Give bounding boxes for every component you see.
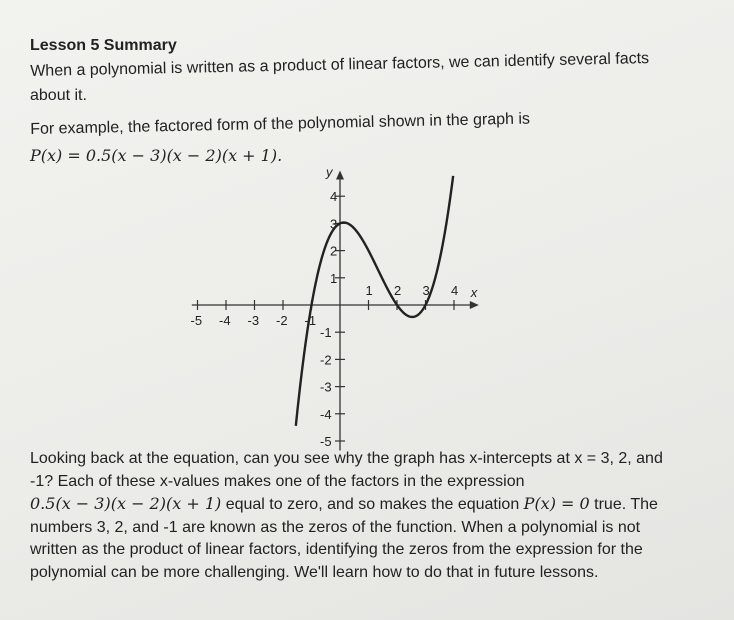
y-tick-label: 1 — [330, 270, 338, 286]
body-line-1: Looking back at the equation, can you see why the graph has x-intercepts at x = 3, 2, and — [30, 450, 663, 467]
body-line-3-end: true. The — [589, 496, 658, 514]
graph-ticks — [198, 196, 455, 441]
y-tick-label: -1 — [320, 325, 332, 341]
explanation-paragraph — [30, 448, 720, 585]
y-axis-arrow — [336, 170, 344, 179]
graph-tick-labels — [191, 164, 478, 449]
body-line-6: polynomial can be more challenging. We'll learn how to do that in future lessons. — [30, 563, 599, 581]
y-tick-label: 2 — [330, 243, 338, 259]
x-tick-label: -3 — [247, 313, 260, 328]
example-line: For example, the factored form of the polynomial shown in the graph is — [30, 110, 531, 138]
y-tick-label: -4 — [320, 406, 332, 422]
x-tick-label: -2 — [276, 313, 288, 328]
x-tick-label: -4 — [219, 313, 231, 328]
y-tick-label: 3 — [330, 216, 338, 232]
x-tick-label: 3 — [422, 283, 430, 298]
x-axis-arrow — [470, 301, 479, 309]
x-tick-label: 4 — [451, 283, 459, 298]
body-line-3 — [30, 493, 720, 517]
polynomial-graph — [190, 155, 515, 455]
intro-line-1: When a polynomial is written as a product of linear factors, we can identify several facts — [30, 50, 650, 80]
lesson-title: Lesson 5 Summary — [30, 37, 177, 54]
y-tick-label: -5 — [320, 434, 332, 449]
x-tick-label: 1 — [365, 283, 373, 298]
y-tick-label: 4 — [330, 189, 338, 205]
body-line-5: written as the product of linear factors, identifying the zeros from the expression for the — [30, 541, 643, 559]
body-line-2: -1? Each of these x-values makes one of the factors in the expression — [30, 472, 525, 490]
factored-expression: 0.5(x − 3)(x − 2)(x + 1) — [30, 494, 222, 514]
x-tick-label: -1 — [304, 313, 317, 328]
x-tick-label: 2 — [394, 283, 402, 298]
x-axis-label: x — [470, 285, 478, 300]
x-tick-label: -5 — [190, 313, 203, 328]
example-formula: P(x) = 0.5(x − 3)(x − 2)(x + 1). — [30, 146, 283, 165]
intro-line-2: about it. — [30, 87, 87, 104]
zero-equation: P(x) = 0 — [523, 494, 590, 514]
y-axis-label: y — [326, 164, 333, 180]
body-line-3-text: equal to zero, and so makes the equation — [221, 496, 524, 514]
y-tick-label: -3 — [320, 379, 332, 395]
y-tick-label: -2 — [320, 352, 332, 368]
graph-axes — [192, 170, 479, 450]
body-line-4: numbers 3, 2, and -1 are known as the zeros of the function. When a polynomial is not — [30, 518, 641, 536]
